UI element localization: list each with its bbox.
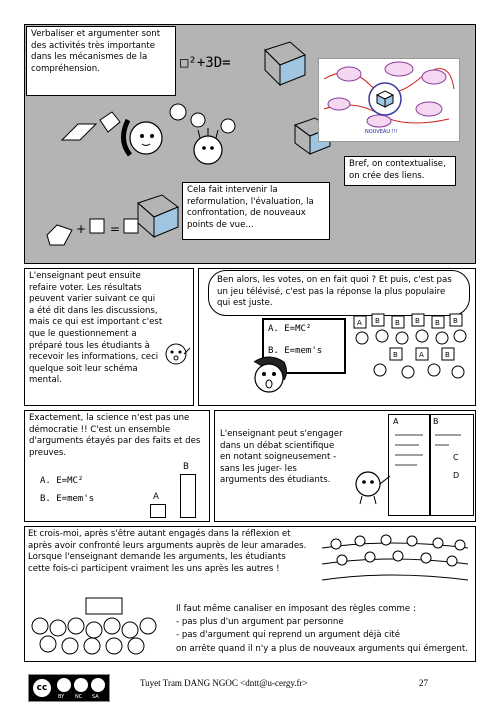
svg-text:B: B [435,319,440,327]
crowd-drawing-left [30,596,170,656]
sa-icon [91,678,105,692]
vote-bar-label-b: B [183,462,189,472]
equation-doodle: □²+3D= [180,55,231,71]
debate-board-col-a: A [393,417,399,426]
panel-5-caption: L'enseignant peut s'engager dans un débat scientifique en notant soigneusement -sans les juger- les arguments des étudiants. [218,428,348,508]
inset-label: NOUVEAU !!! [365,129,398,135]
panel-1-caption-bottom: Cela fait intervenir la reformulation, l'évaluation, la confrontation, de nouveaux points de vue... [182,182,330,240]
cc-icon: cc [31,677,53,699]
vote-bar-label-a: A [153,492,159,502]
svg-text:B: B [395,319,400,327]
vote-bar-a [150,504,166,518]
page-number: 27 [419,678,428,688]
by-icon [57,678,71,692]
debate-board-c: C [453,453,459,462]
debate-board-col-b: B [433,417,439,426]
shapes-drawing-bottom-left [42,205,152,255]
inset-concept-map [318,58,460,142]
board-answer-a: A. E=MC² [268,324,312,334]
svg-text:B: B [453,317,458,325]
teacher-writing-drawing [352,466,392,506]
characters-drawing [118,100,248,180]
nc-icon [74,678,88,692]
surprised-student-drawing [162,340,192,380]
board-answer-b: B. E=mem's [268,346,323,356]
svg-text:B: B [445,351,450,359]
panel-1-caption-top: Verbaliser et argumenter sont des activités très importante dans les mécanismes de la compréhension. [26,26,176,96]
svg-text:B: B [415,317,420,325]
by-label: BY [58,694,65,700]
svg-text:A: A [357,319,362,327]
cc-license-badge[interactable] [28,674,110,702]
teacher-speech-bubble: Ben alors, les votes, on en fait quoi ? Et puis, c'est pas un jeu télévisé, c'est pas la réponse la plus populaire qui est juste. [208,270,470,316]
debate-board-d: D [453,471,460,480]
footer-author: Tuyet Tram DANG NGOC <dntt@u-cergy.fr> [140,678,308,688]
svg-text:A: A [419,351,424,359]
crowd-drawing-right [320,534,470,594]
svg-text:B: B [375,317,380,325]
svg-text:+: + [76,222,87,236]
svg-text:B: B [393,351,398,359]
vote-bar-b [180,474,196,518]
teacher-drawing [244,352,294,402]
panel-2-caption: L'enseignant peut ensuite refaire voter. Les résultats peuvent varier suivant ce qui a été dit dans les discussions, mais ce qui est important c'est que le questionnement a préparé tous les étudiants à recevoir les informations, ceci quelque soit leur schéma mental. [26,270,166,394]
panel-6-text: Et crois-moi, après s'être autant engagés dans la réflexion et après avoir confronté leurs arguments auprès de leur amarades. Lorsque l'enseignant demande les arguments, les étudiants cette fois-ci participent vraiment les uns après les autres ! [28,529,307,574]
cube-drawing-top [255,30,315,90]
rule-3: on arrête quand il n'y a plus de nouveaux arguments qui émergent. [176,644,468,654]
nc-label: NC [75,694,83,700]
sa-label: SA [92,694,99,700]
formula-b: B. E=mem's [40,494,95,504]
svg-text:=: = [110,222,121,236]
panel-4-caption: Exactement, la science n'est pas une démocratie !! C'est un ensemble d'arguments étayés par des faits et des preuves. [26,412,208,462]
rules-intro: Il faut même canaliser en imposant des règles comme : [176,604,416,614]
formula-a: A. E=MC² [40,476,84,486]
debate-board [388,414,474,516]
rule-1: - pas plus d'un argument par personne [176,617,344,627]
voting-students-drawing [350,312,470,402]
panel-1-caption-right: Bref, on contextualise, on crée des liens. [344,156,456,186]
rule-2: - pas d'argument qui reprend un argument déjà cité [176,630,400,640]
